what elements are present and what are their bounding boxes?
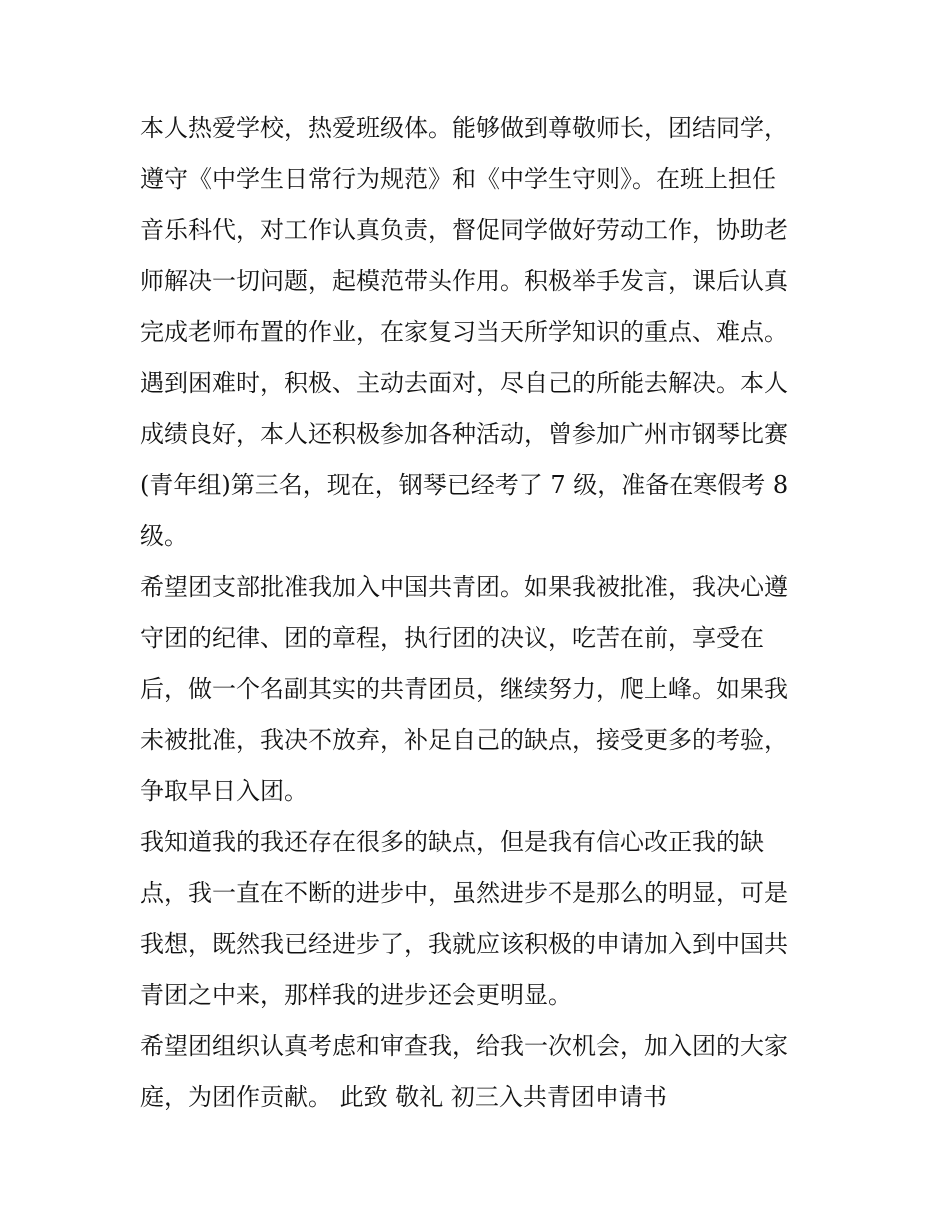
text-line: 完成老师布置的作业，在家复习当天所学知识的重点、难点。 — [140, 318, 788, 346]
text-line: 守团的纪律、团的章程，执行团的决议，吃苦在前，享受在 — [140, 624, 764, 652]
text-line: 级。 — [140, 522, 188, 550]
text-line: 点，我一直在不断的进步中，虽然进步不是那么的明显，可是 — [140, 879, 788, 907]
text-line: (青年组)第三名，现在，钢琴已经考了 7 级，准备在寒假考 8 — [140, 471, 789, 499]
text-line: 后，做一个名副其实的共青团员，继续努力，爬上峰。如果我 — [140, 675, 788, 703]
text-line: 成绩良好，本人还积极参加各种活动，曾参加广州市钢琴比赛 — [140, 420, 788, 448]
text-line: 未被批准，我决不放弃，补足自己的缺点，接受更多的考验， — [140, 726, 788, 754]
text-line: 我想，既然我已经进步了，我就应该积极的申请加入到中国共 — [140, 930, 788, 958]
text-line: 我知道我的我还存在很多的缺点，但是我有信心改正我的缺 — [140, 828, 764, 856]
text-line: 庭，为团作贡献。 此致 敬礼 初三入共青团申请书 — [140, 1083, 667, 1111]
text-line: 师解决一切问题，起模范带头作用。积极举手发言，课后认真 — [140, 267, 788, 295]
text-line: 希望团组织认真考虑和审查我，给我一次机会，加入团的大家 — [140, 1032, 788, 1060]
text-line: 希望团支部批准我加入中国共青团。如果我被批准，我决心遵 — [140, 573, 788, 601]
text-line: 音乐科代，对工作认真负责，督促同学做好劳动工作，协助老 — [140, 216, 788, 244]
text-line: 遵守《中学生日常行为规范》和《中学生守则》。在班上担任 — [140, 165, 776, 193]
text-line: 遇到困难时，积极、主动去面对，尽自己的所能去解决。本人 — [140, 369, 788, 397]
text-line: 本人热爱学校，热爱班级体。能够做到尊敬师长，团结同学， — [140, 114, 788, 142]
document-body — [140, 103, 812, 1123]
text-line: 青团之中来，那样我的进步还会更明显。 — [140, 981, 572, 1009]
text-line: 争取早日入团。 — [140, 777, 308, 805]
